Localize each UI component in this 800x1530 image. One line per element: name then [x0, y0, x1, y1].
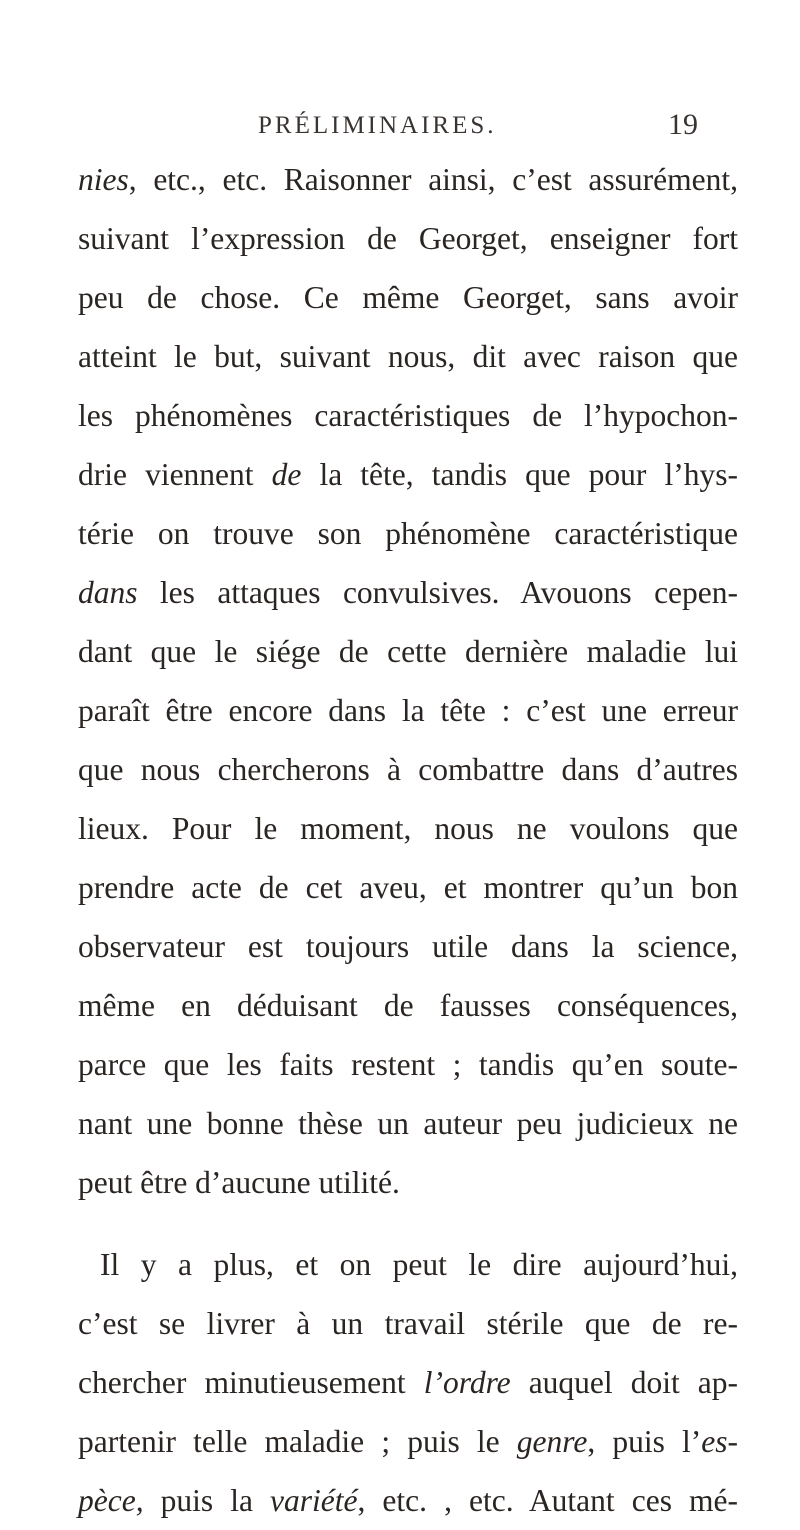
paragraph: [78, 1235, 738, 1530]
text-line: partenir telle maladie ; puis le genre, puis l’es-: [78, 1424, 738, 1459]
text-line: parce que les faits restent ; tandis qu’en soute-: [78, 1047, 738, 1082]
text-line: paraît être encore dans la tête : c’est une erreur: [78, 693, 738, 728]
text-line: observateur est toujours utile dans la science,: [78, 929, 738, 964]
text-line: suivant l’expression de Georget, enseigner fort: [78, 221, 738, 256]
text-line: peu de chose. Ce même Georget, sans avoir: [78, 280, 738, 315]
text-line: nant une bonne thèse un auteur peu judicieux ne: [78, 1106, 738, 1141]
italic-word: de: [271, 457, 302, 492]
text-line: chercher minutieusement l’ordre auquel doit ap-: [78, 1365, 738, 1400]
text-line: nies, etc., etc. Raisonner ainsi, c’est assurément,: [78, 162, 738, 197]
text-line: pèce, puis la variété, etc. , etc. Autant ces mé-: [78, 1483, 738, 1518]
text-line: les phénomènes caractéristiques de l’hypochon-: [78, 398, 738, 433]
running-title: PRÉLIMINAIRES.: [258, 112, 497, 139]
body-text: [78, 150, 738, 1530]
text-line: que nous chercherons à combattre dans d’autres: [78, 752, 738, 787]
text-line: prendre acte de cet aveu, et montrer qu’un bon: [78, 870, 738, 905]
text-line: dant que le siége de cette dernière maladie lui: [78, 634, 738, 669]
italic-word: pèce,: [78, 1483, 144, 1518]
paragraph: [78, 150, 738, 1212]
italic-word: es-: [701, 1424, 738, 1459]
italic-word: genre: [516, 1424, 588, 1459]
text-line: térie on trouve son phénomène caractéristique: [78, 516, 738, 551]
page-number: 19: [668, 108, 698, 141]
italic-word: variété: [270, 1483, 358, 1518]
text-line: Il y a plus, et on peut le dire aujourd’hui,: [100, 1247, 738, 1282]
italic-word: nies: [78, 162, 129, 197]
text-line: dans les attaques convulsives. Avouons cepen-: [78, 575, 738, 610]
text-line: c’est se livrer à un travail stérile que de re-: [78, 1306, 738, 1341]
italic-word: dans: [78, 575, 138, 610]
text-line: atteint le but, suivant nous, dit avec raison que: [78, 339, 738, 374]
text-line: drie viennent de la tête, tandis que pour l’hys-: [78, 457, 738, 492]
text-line: lieux. Pour le moment, nous ne voulons que: [78, 811, 738, 846]
text-line: même en déduisant de fausses conséquences,: [78, 988, 738, 1023]
text-line: peut être d’aucune utilité.: [78, 1165, 400, 1200]
italic-word: l’ordre: [423, 1365, 511, 1400]
